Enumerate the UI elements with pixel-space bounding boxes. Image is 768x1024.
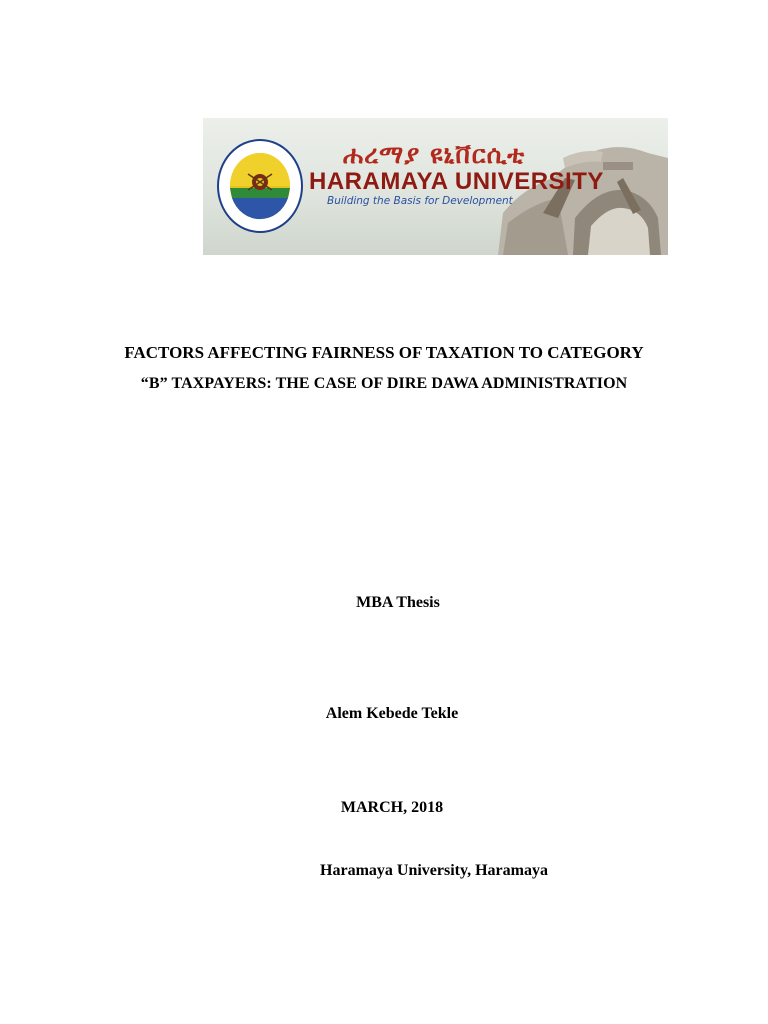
thesis-title-line-1: FACTORS AFFECTING FAIRNESS OF TAXATION TO CATEGORY	[124, 343, 644, 362]
banner-university-name: HARAMAYA UNIVERSITY	[309, 168, 604, 195]
author-name: Alem Kebede Tekle	[325, 705, 459, 722]
banner-amharic-name: ሐረማያ ዩኒቨርሲቲ	[343, 140, 526, 169]
university-seal-icon	[218, 140, 302, 232]
institution-location: Haramaya University, Haramaya	[320, 862, 548, 879]
thesis-title-line-2: “B” TAXPAYERS: THE CASE OF DIRE DAWA ADMINISTRATION	[140, 375, 628, 392]
submission-date: MARCH, 2018	[340, 799, 444, 816]
university-banner	[203, 118, 668, 255]
degree-label: MBA Thesis	[356, 594, 440, 611]
banner-tagline: Building the Basis for Development	[327, 195, 513, 207]
